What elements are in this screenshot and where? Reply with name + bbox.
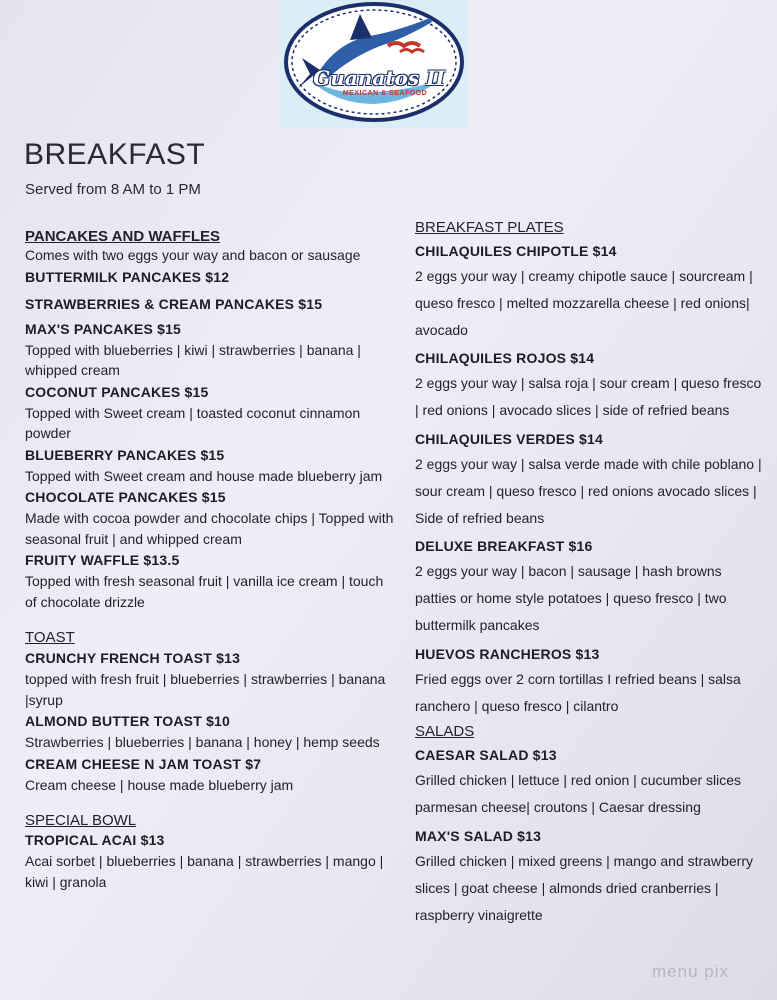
- menu-item: [415, 240, 765, 343]
- menu-item: [415, 643, 765, 720]
- menu-item-name: ALMOND BUTTER TOAST $10: [25, 713, 231, 729]
- watermark: menu pix: [652, 962, 729, 981]
- menu-item: [415, 825, 765, 928]
- restaurant-logo: [280, 0, 468, 128]
- menu-item: [25, 487, 395, 549]
- menu-item-description: Strawberries | blueberries | banana | honey | hemp seeds: [25, 734, 380, 750]
- menu-item-name: TROPICAL ACAI $13: [25, 832, 165, 848]
- marlin-logo-graphic: [280, 0, 468, 128]
- menu-item: [25, 550, 395, 612]
- service-hours: Served from 8 AM to 1 PM: [25, 181, 201, 198]
- menu-item-description: topped with fresh fruit | blueberries | strawberries | banana |syrup: [25, 671, 386, 708]
- left-column: [25, 228, 395, 892]
- section-heading: PANCAKES AND WAFFLES: [25, 228, 220, 245]
- menu-section-pancakes-waffles: [25, 228, 395, 612]
- menu-item: [415, 347, 765, 424]
- menu-item-name: HUEVOS RANCHEROS $13: [415, 645, 600, 662]
- menu-item-description: Topped with Sweet cream | toasted coconut cinnamon powder: [25, 404, 361, 441]
- logo-tagline: MEXICAN & SEAFOOD: [342, 90, 428, 97]
- menu-item-description: Grilled chicken | mixed greens | mango and strawberry slices | goat cheese | almonds dried cranberries | raspberry vinaigrette: [415, 852, 753, 923]
- menu-item-description: 2 eggs your way | creamy chipotle sauce | sourcream | queso fresco | melted mozzarella cheese | red onions| avocado: [415, 268, 753, 338]
- menu-item-name: STRAWBERRIES & CREAM PANCAKES $15: [25, 295, 323, 312]
- menu-item-name: CHILAQUILES VERDES $14: [415, 430, 603, 447]
- menu-item-name: CRUNCHY FRENCH TOAST $13: [25, 650, 241, 666]
- menu-item-name: BLUEBERRY PANCAKES $15: [25, 446, 225, 463]
- menu-item: [415, 535, 765, 638]
- menu-item-name: BUTTERMILK PANCAKES $12: [25, 268, 230, 285]
- menu-item-name: CHILAQUILES ROJOS $14: [415, 350, 595, 367]
- menu-item-name: DELUXE BREAKFAST $16: [415, 538, 593, 555]
- menu-item-name: FRUITY WAFFLE $13.5: [25, 552, 180, 568]
- menu-item: [25, 711, 395, 753]
- menu-item-description: Topped with fresh seasonal fruit | vanilla ice cream | touch of chocolate drizzle: [25, 573, 384, 610]
- menu-item-name: CAESAR SALAD $13: [415, 747, 557, 764]
- menu-item-description: Cream cheese | house made blueberry jam: [25, 776, 294, 793]
- menu-item-name: COCONUT PANCAKES $15: [25, 383, 209, 400]
- menu-section-toast: [25, 629, 395, 795]
- menu-item-description: Topped with blueberries | kiwi | strawberries | banana | whipped cream: [25, 341, 361, 378]
- menu-item-name: MAX'S SALAD $13: [415, 827, 542, 844]
- menu-item-name: MAX'S PANCAKES $15: [25, 320, 182, 337]
- section-heading: SPECIAL BOWL: [25, 812, 137, 829]
- menu-item-name: CHOCOLATE PANCAKES $15: [25, 489, 226, 505]
- page-title: BREAKFAST: [24, 138, 206, 171]
- menu-item: [25, 294, 395, 315]
- menu-item: [415, 428, 765, 531]
- menu-section-salads: [415, 723, 765, 928]
- menu-item: [25, 830, 395, 892]
- menu-item: [25, 648, 395, 710]
- menu-item: [415, 744, 765, 821]
- menu-item: [25, 267, 395, 288]
- menu-section-breakfast-plates: [415, 219, 765, 719]
- menu-item-description: Topped with Sweet cream and house made blueberry jam: [25, 467, 383, 484]
- menu-item: [25, 445, 395, 487]
- menu-section-special-bowl: [25, 812, 395, 892]
- section-heading: BREAKFAST PLATES: [415, 219, 564, 236]
- section-heading: SALADS: [415, 723, 475, 741]
- menu-item-description: Fried eggs over 2 corn tortillas I refried beans | salsa ranchero | queso fresco | cilantro: [415, 670, 741, 714]
- menu-item-description: 2 eggs your way | salsa roja | sour cream | queso fresco | red onions | avocado slices | side of refried beans: [415, 375, 762, 419]
- menu-item-name: CHILAQUILES CHIPOTLE $14: [415, 243, 617, 259]
- menu-item: [25, 754, 395, 796]
- logo-name: Guanatos II: [313, 66, 445, 90]
- menu-item-description: Grilled chicken | lettuce | red onion | cucumber slices parmesan cheese| croutons | Caesar dressing: [415, 772, 742, 816]
- menu-item-description: 2 eggs your way | bacon | sausage | hash browns patties or home style potatoes | queso fresco | two buttermilk pancakes: [415, 563, 727, 633]
- menu-item-name: CREAM CHEESE N JAM TOAST $7: [25, 755, 262, 772]
- right-column: [415, 219, 765, 928]
- menu-item-description: Acai sorbet | blueberries | banana | strawberries | mango | kiwi | granola: [25, 853, 384, 890]
- section-heading: TOAST: [25, 629, 75, 646]
- menu-item-description: 2 eggs your way | salsa verde made with chile poblano | sour cream | queso fresco | red onions avocado slices | Side of refried beans: [415, 455, 762, 526]
- menu-item: [25, 382, 395, 444]
- section-intro: Comes with two eggs your way and bacon or sausage: [25, 247, 361, 263]
- menu-item-description: Made with cocoa powder and chocolate chips | Topped with seasonal fruit | and whipped cream: [25, 510, 394, 547]
- menu-item: [25, 319, 395, 381]
